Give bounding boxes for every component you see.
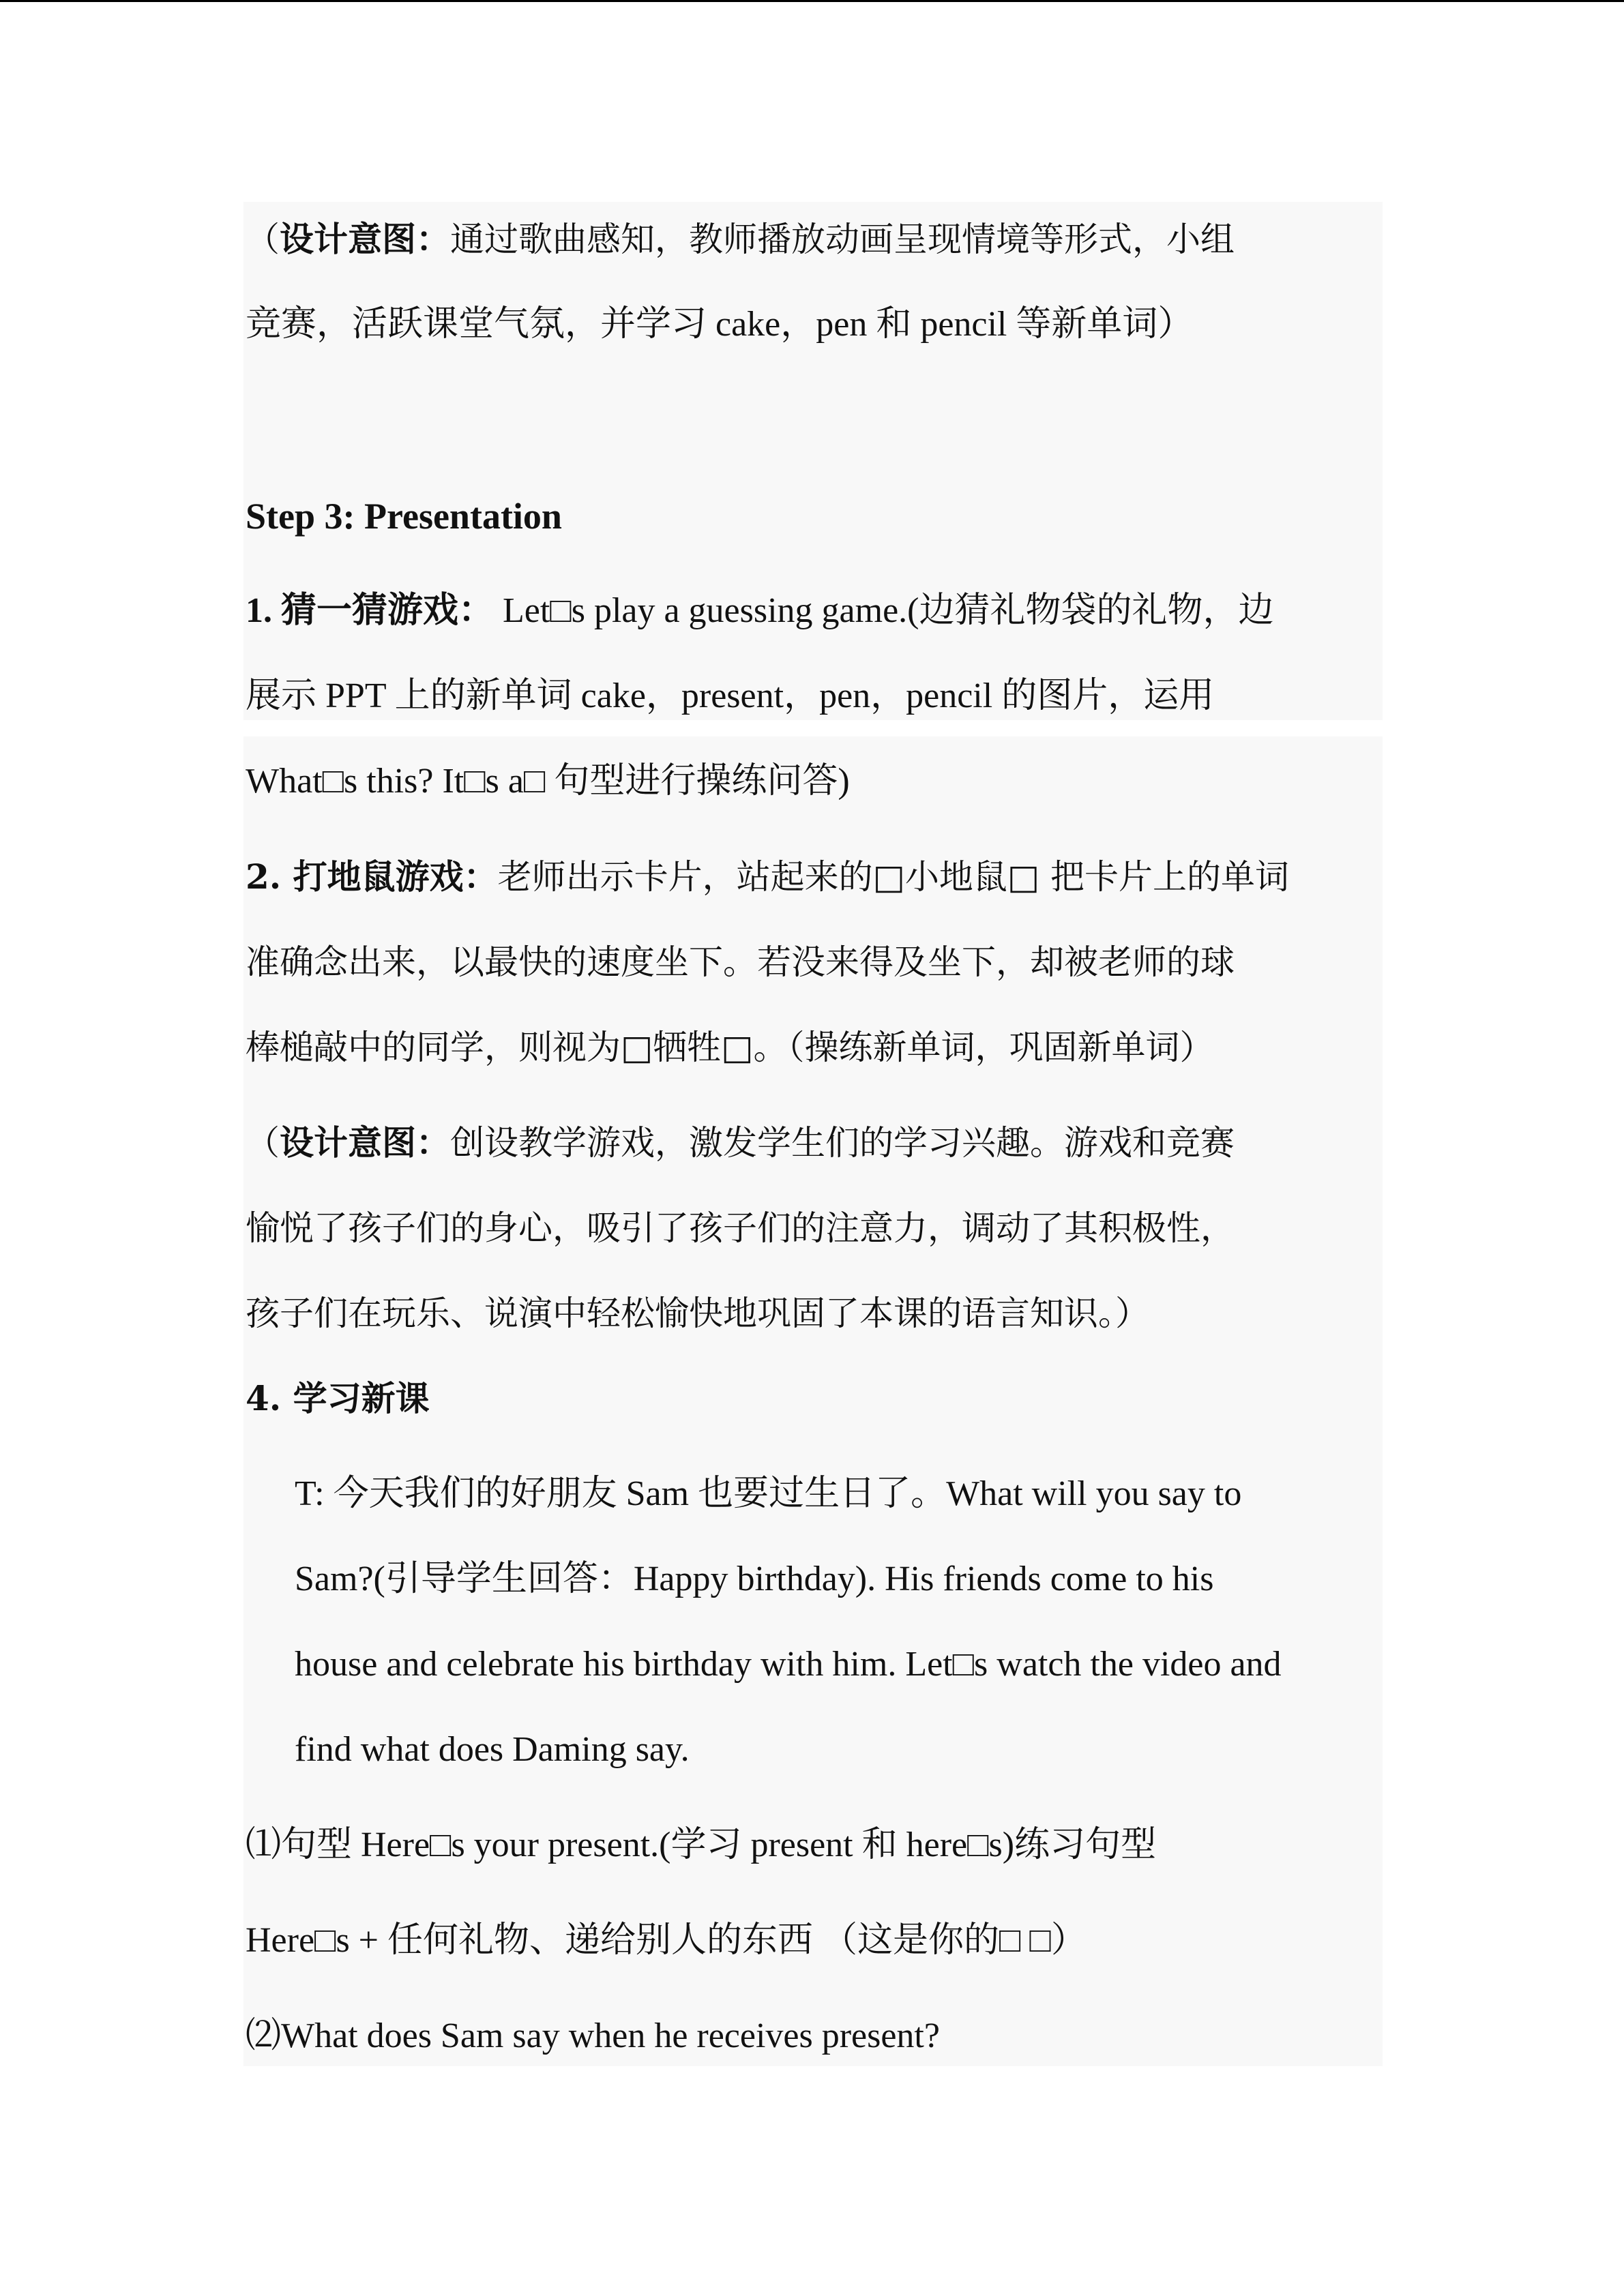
design-intent-label-2: 设计意图：	[280, 1122, 450, 1163]
teacher-line-2: Sam?(引导学生回答：Happy birthday). His friends come to his	[295, 1560, 1214, 1598]
design-intent-2-line-3: 孩子们在玩乐、说演中轻松愉快地巩固了本课的语言知识。）	[246, 1294, 1149, 1333]
design-intent-label: 设计意图：	[280, 219, 450, 259]
item-1-line-1: 1. 猜一猜游戏： Let□s play a guessing game.(边猜礼物袋的礼物，边	[246, 591, 1274, 630]
question-1-line-2: Here□s + 任何礼物、递给别人的东西 （这是你的□ □）	[246, 1921, 1087, 1960]
item-2-line-3: 棒槌敲中的同学，则视为□牺牲□。（操练新单词，巩固新单词）	[246, 1028, 1214, 1067]
section-heading: Step 3: Presentation	[246, 496, 562, 537]
item-4-heading: 4. 学习新课	[246, 1378, 430, 1418]
design-intent-2-line-1: （设计意图：创设教学游戏，激发学生们的学习兴趣。游戏和竞赛	[246, 1122, 1235, 1163]
item-1-label: 1. 猜一猜游戏：	[246, 591, 494, 630]
design-intent-1-line-1: （设计意图：通过歌曲感知，教师播放动画呈现情境等形式，小组	[246, 219, 1235, 259]
item-1-line-3: What□s this? It□s a□ 句型进行操练问答)	[246, 762, 850, 801]
design-intent-2-line-2: 愉悦了孩子们的身心，吸引了孩子们的注意力，调动了其积极性，	[246, 1208, 1235, 1248]
item-2-line-1: 2. 打地鼠游戏：老师出示卡片，站起来的□小地鼠□ 把卡片上的单词	[246, 856, 1289, 897]
question-2-line-1: ⑵What does Sam say when he receives present?	[246, 2016, 940, 2055]
item-1-line-2: 展示 PPT 上的新单词 cake，present，pen，pencil 的图片，运用	[246, 676, 1215, 715]
teacher-line-1: T: 今天我们的好朋友 Sam 也要过生日了。What will you say to	[295, 1474, 1242, 1513]
teacher-line-3: house and celebrate his birthday with him. Let□s watch the video and	[295, 1645, 1282, 1684]
question-1-line-1: ⑴句型 Here□s your present.(学习 present 和 here□s)练习句型	[246, 1825, 1157, 1864]
shade-block-1	[243, 202, 1383, 720]
item-2-line-2: 准确念出来，以最快的速度坐下。若没来得及坐下，却被老师的球	[246, 942, 1235, 982]
design-intent-1-line-2: 竞赛，活跃课堂气氛，并学习 cake，pen 和 pencil 等新单词）	[246, 305, 1194, 344]
item-2-label: 2. 打地鼠游戏：	[246, 856, 498, 897]
teacher-line-4: find what does Daming say.	[295, 1730, 690, 1769]
